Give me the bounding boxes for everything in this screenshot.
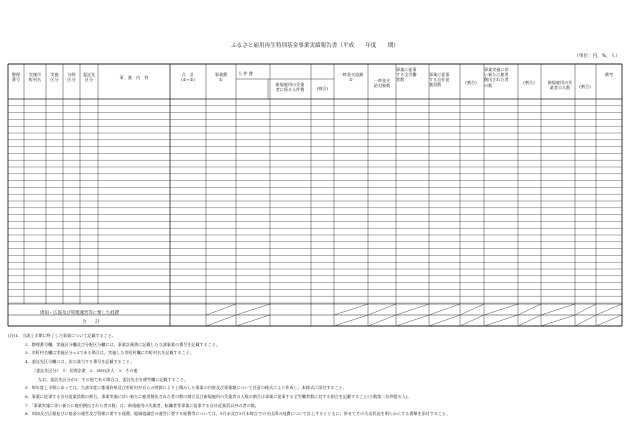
footer-hatch — [484, 304, 518, 315]
header-naiyo: 事 業 内 容 — [119, 75, 149, 80]
header-shinki-shitsugyo: 新規雇用の失 業者の人数 — [547, 80, 573, 91]
footer-hatch — [541, 304, 575, 315]
header-gokei: 合 計 (①+②) — [181, 72, 195, 83]
header-wariai-4: (割合) — [579, 84, 591, 89]
header-jishagyo: 事業に従事 する自社従 業員数 — [429, 72, 450, 88]
footer-hatch — [206, 304, 236, 315]
header-jinkenhi: 人 件 費 — [238, 71, 253, 76]
notes-block — [8, 332, 623, 419]
header-kubun: 実施 区分 — [50, 72, 59, 83]
header-wariai-3: (割合) — [523, 80, 535, 85]
report-title: ふるさと雇用再生特別基金事業実績報告書（平成 年度 期） — [231, 43, 399, 49]
header-ichiji-ninzu: 一時金支 給対象数 — [373, 78, 391, 89]
footer-hatch — [429, 315, 460, 326]
note-1: (注)1．当該上半期に終了した事業について記載すること。 — [8, 333, 117, 338]
footer-hatch — [236, 304, 270, 315]
note-4-sub2: なお，委託先区分が3：その他である場合は，委託先名を備考欄に記載すること。 — [38, 376, 188, 382]
footer-hatch — [206, 315, 236, 326]
footer-hatch — [596, 315, 622, 326]
header-shinki-rodosha: 事業実施に伴 い新たに雇用 創出された者 の数 — [484, 67, 509, 88]
footer-hatch — [484, 315, 518, 326]
footer-hatch — [396, 315, 429, 326]
unit-label: （単位：円，%，人） — [574, 54, 620, 59]
header-itaku: 委託先 区分 — [82, 72, 96, 83]
header-seiri: 整理 番号 — [11, 72, 21, 83]
footer-hatch — [575, 315, 596, 326]
note-2: 2．整理番号欄，実施区分欄及び分野区分欄には，事業計画書に記載した当該事業の番号を記載すること。 — [25, 341, 221, 347]
header-zenjugyoin: 事業に従事 する全労働 者数 — [396, 67, 417, 83]
footer-hatch — [541, 315, 575, 326]
note-3: 3．市町村名欄は実施区分＝2である場合は，実施した市町村欄に市町村名を記載すること。 — [25, 350, 194, 356]
header-biko: 備考 — [604, 72, 614, 77]
footer-hatch — [334, 315, 368, 326]
header-jigyohi: 事業費 ① — [214, 72, 228, 83]
note-4: 4．委託先区分欄には，次の該当する番号を記載すること。 — [25, 359, 135, 365]
footer-hatch — [396, 304, 429, 315]
note-6: 6．事業に従事する自社従業員数の割合，事業実施に伴い新たに雇用創出された者の数の割合及び新規雇用の失業者の人数の割合は事業に従事する全労働者数に対する割合を記載すること(小数第二位四捨五入)。 — [25, 393, 412, 399]
footer-hatch — [575, 304, 596, 315]
footer-hatch — [236, 315, 270, 326]
note-8: 8．周知及び広報並びに基金の運営及び管理に要する経費，地域協議会の運営に要する経費等については，9月末及び3月末時点での支出済の経費について計上するとともに，併せてその支出状況を明らかにする書類を添付すること。 — [25, 411, 451, 417]
note-5: 5．毎年度上半期にあっては，当該年度に都道府県及び市町村が自らの財源により上積みした事業の内容及び事業額について任意の様式により作成し，本様式に添付すること。 — [25, 385, 347, 391]
note-7: 7．「事業実施に伴い新たに雇用創出された者の数」は，新規雇用の失業者，転職者等事業に従事する自社従業員以外の者の数。 — [25, 402, 259, 408]
footer-hatch — [368, 304, 396, 315]
footer-hatch — [334, 304, 368, 315]
note-4-sub: （委託先区分） 1：民間企業 2：NPO法人 3：その他 — [32, 367, 138, 373]
header-ichiji: 一時金支給額 ② — [338, 72, 364, 83]
header-shichoson: 実施市 町村名 — [28, 72, 42, 83]
footer-hatch — [368, 315, 396, 326]
footer-hatch — [518, 304, 541, 315]
header-shinki-jinkenhi: 新規雇用の失業 者に係る人件費 — [275, 82, 305, 93]
footer-hatch — [596, 304, 622, 315]
header-wariai-1: (割合) — [316, 86, 329, 91]
footer-hatch — [460, 304, 484, 315]
footer-hatch — [429, 304, 460, 315]
footer-total-label: 合 計 — [82, 320, 100, 325]
header-wariai-2: (割合) — [465, 80, 477, 85]
footer-kanri-label: 周知・広報及び管理運営等に要した経費 — [40, 311, 120, 316]
footer-hatch — [460, 315, 484, 326]
footer-hatch — [518, 315, 541, 326]
header-bunya: 分野 区分 — [67, 72, 76, 83]
